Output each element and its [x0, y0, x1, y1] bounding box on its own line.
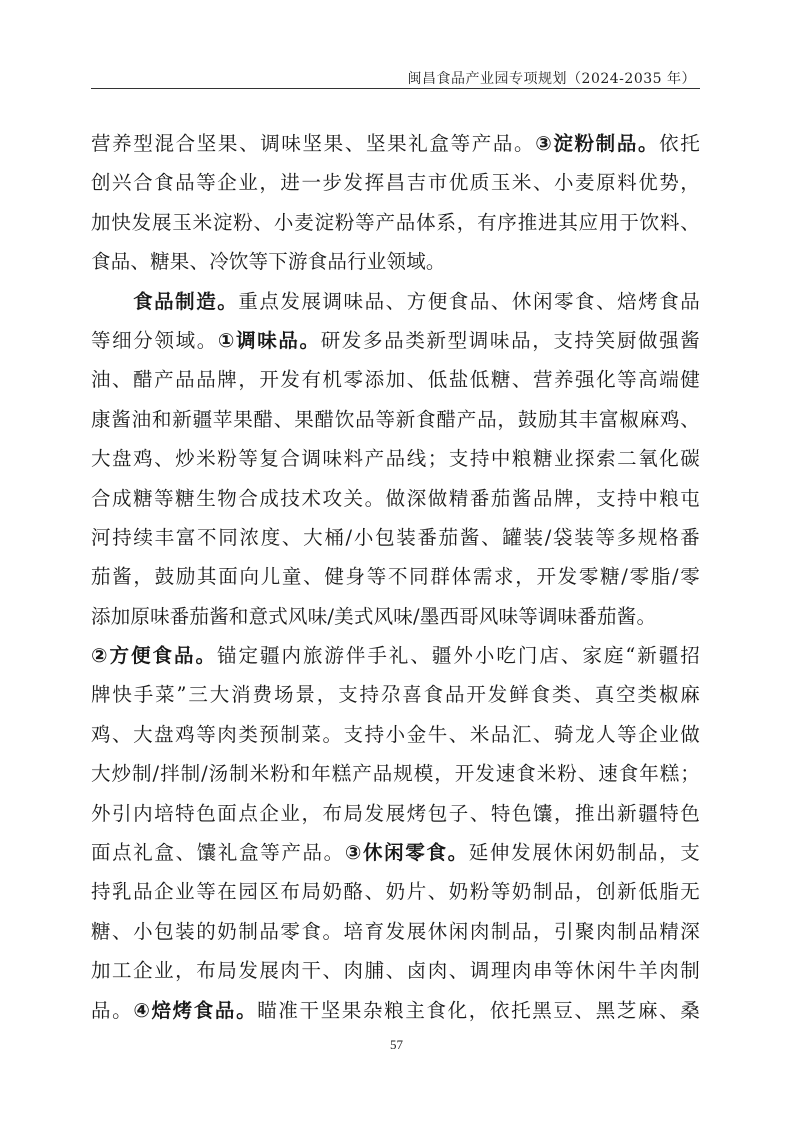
- page-header: [91, 66, 700, 89]
- text-run: 重点发展调味品、方便食品、休闲零食、焙烤食品: [238, 289, 700, 313]
- text-line: [91, 124, 700, 163]
- text-line: [91, 163, 700, 202]
- text-line: [91, 479, 700, 518]
- text-run: 康酱油和新疆苹果醋、果醋饮品等新食醋产品，鼓励其丰富椒麻鸡、: [91, 407, 700, 431]
- header-title: 闽昌食品产业园专项规划（2024-2035 年）: [407, 71, 696, 87]
- text-line: [91, 912, 700, 951]
- page-number: 57: [390, 1037, 403, 1052]
- text-run: 大炒制/拌制/汤制米粉和年糕产品规模，开发速食米粉、速食年糕；: [91, 762, 700, 786]
- text-line: [91, 833, 700, 872]
- text-line: [91, 872, 700, 911]
- text-run: 茄酱，鼓励其面向儿童、健身等不同群体需求，开发零糖/零脂/零: [91, 565, 700, 589]
- bold-heading: ③休闲零食。: [344, 841, 469, 865]
- text-run: 鸡、大盘鸡等肉类预制菜。支持小金牛、米品汇、骑龙人等企业做: [91, 722, 700, 746]
- text-run: 合成糖等糖生物合成技术攻关。做深做精番茄酱品牌，支持中粮屯: [91, 486, 700, 510]
- text-run: 大盘鸡、炒米粉等复合调味料产品线；支持中粮糖业探索二氧化碳: [91, 447, 700, 471]
- text-line: [91, 794, 700, 833]
- text-run: 加工企业，布局发展肉干、肉脯、卤肉、调理肉串等休闲牛羊肉制: [91, 959, 700, 983]
- text-line: [91, 636, 700, 675]
- text-line: [91, 675, 700, 714]
- text-run: [91, 290, 133, 313]
- text-run: 食品、糖果、冷饮等下游食品行业领域。: [91, 250, 446, 274]
- text-line: [91, 951, 700, 990]
- text-line: [91, 518, 700, 557]
- text-line: [91, 754, 700, 793]
- text-run: 加快发展玉米淀粉、小麦淀粉等产品体系，有序推进其应用于饮料、: [91, 210, 700, 234]
- text-run: 面点礼盒、馕礼盒等产品。: [91, 841, 345, 865]
- text-run: 延伸发展休闲奶制品，支: [468, 841, 701, 865]
- text-run: 瞄准干坚果杂粮主食化，依托黑豆、黑芝麻、桑: [257, 998, 701, 1022]
- text-run: 外引内培特色面点企业，布局发展烤包子、特色馕，推出新疆特色: [91, 801, 700, 825]
- text-run: 持乳品企业等在园区布局奶酪、奶片、奶粉等奶制品，创新低脂无: [91, 880, 700, 904]
- text-line: [91, 360, 700, 399]
- text-run: 品。: [91, 998, 134, 1022]
- text-run: 牌快手菜”三大消费场景，支持尕喜食品开发鲜食类、真空类椒麻: [91, 683, 700, 707]
- text-line: [91, 203, 700, 242]
- text-line: [91, 321, 700, 360]
- bold-heading: 食品制造。: [133, 289, 239, 313]
- text-run: 添加原味番茄酱和意式风味/美式风味/墨西哥风味等调味番茄酱。: [91, 604, 657, 628]
- bold-heading: ③淀粉制品。: [535, 132, 660, 155]
- text-run: 依托: [659, 132, 701, 155]
- text-run: 锚定疆内旅游伴手礼、疆外小吃门店、家庭“新疆招: [216, 644, 700, 668]
- text-line: [91, 282, 700, 321]
- text-run: 研发多品类新型调味品，支持笑厨做强酱: [320, 328, 700, 352]
- text-line: [91, 439, 700, 478]
- body-text: [91, 124, 700, 1030]
- text-line: [91, 242, 700, 281]
- text-run: 创兴合食品等企业，进一步发挥昌吉市优质玉米、小麦原料优势，: [91, 171, 700, 195]
- bold-heading: ①调味品。: [217, 328, 321, 352]
- text-line: [91, 991, 700, 1030]
- bold-heading: ④焙烤食品。: [133, 998, 258, 1022]
- text-line: [91, 400, 700, 439]
- text-run: 糖、小包装的奶制品零食。培育发展休闲肉制品，引聚肉制品精深: [91, 919, 700, 943]
- text-line: [91, 715, 700, 754]
- text-line: [91, 557, 700, 596]
- text-run: 等细分领域。: [91, 328, 218, 352]
- text-run: 营养型混合坚果、调味坚果、坚果礼盒等产品。: [91, 132, 536, 155]
- bold-heading: ②方便食品。: [91, 644, 217, 668]
- text-run: 油、醋产品品牌，开发有机零添加、低盐低糖、营养强化等高端健: [91, 368, 700, 392]
- text-line: [91, 597, 700, 636]
- text-run: 河持续丰富不同浓度、大桶/小包装番茄酱、罐装/袋装等多规格番: [91, 525, 700, 549]
